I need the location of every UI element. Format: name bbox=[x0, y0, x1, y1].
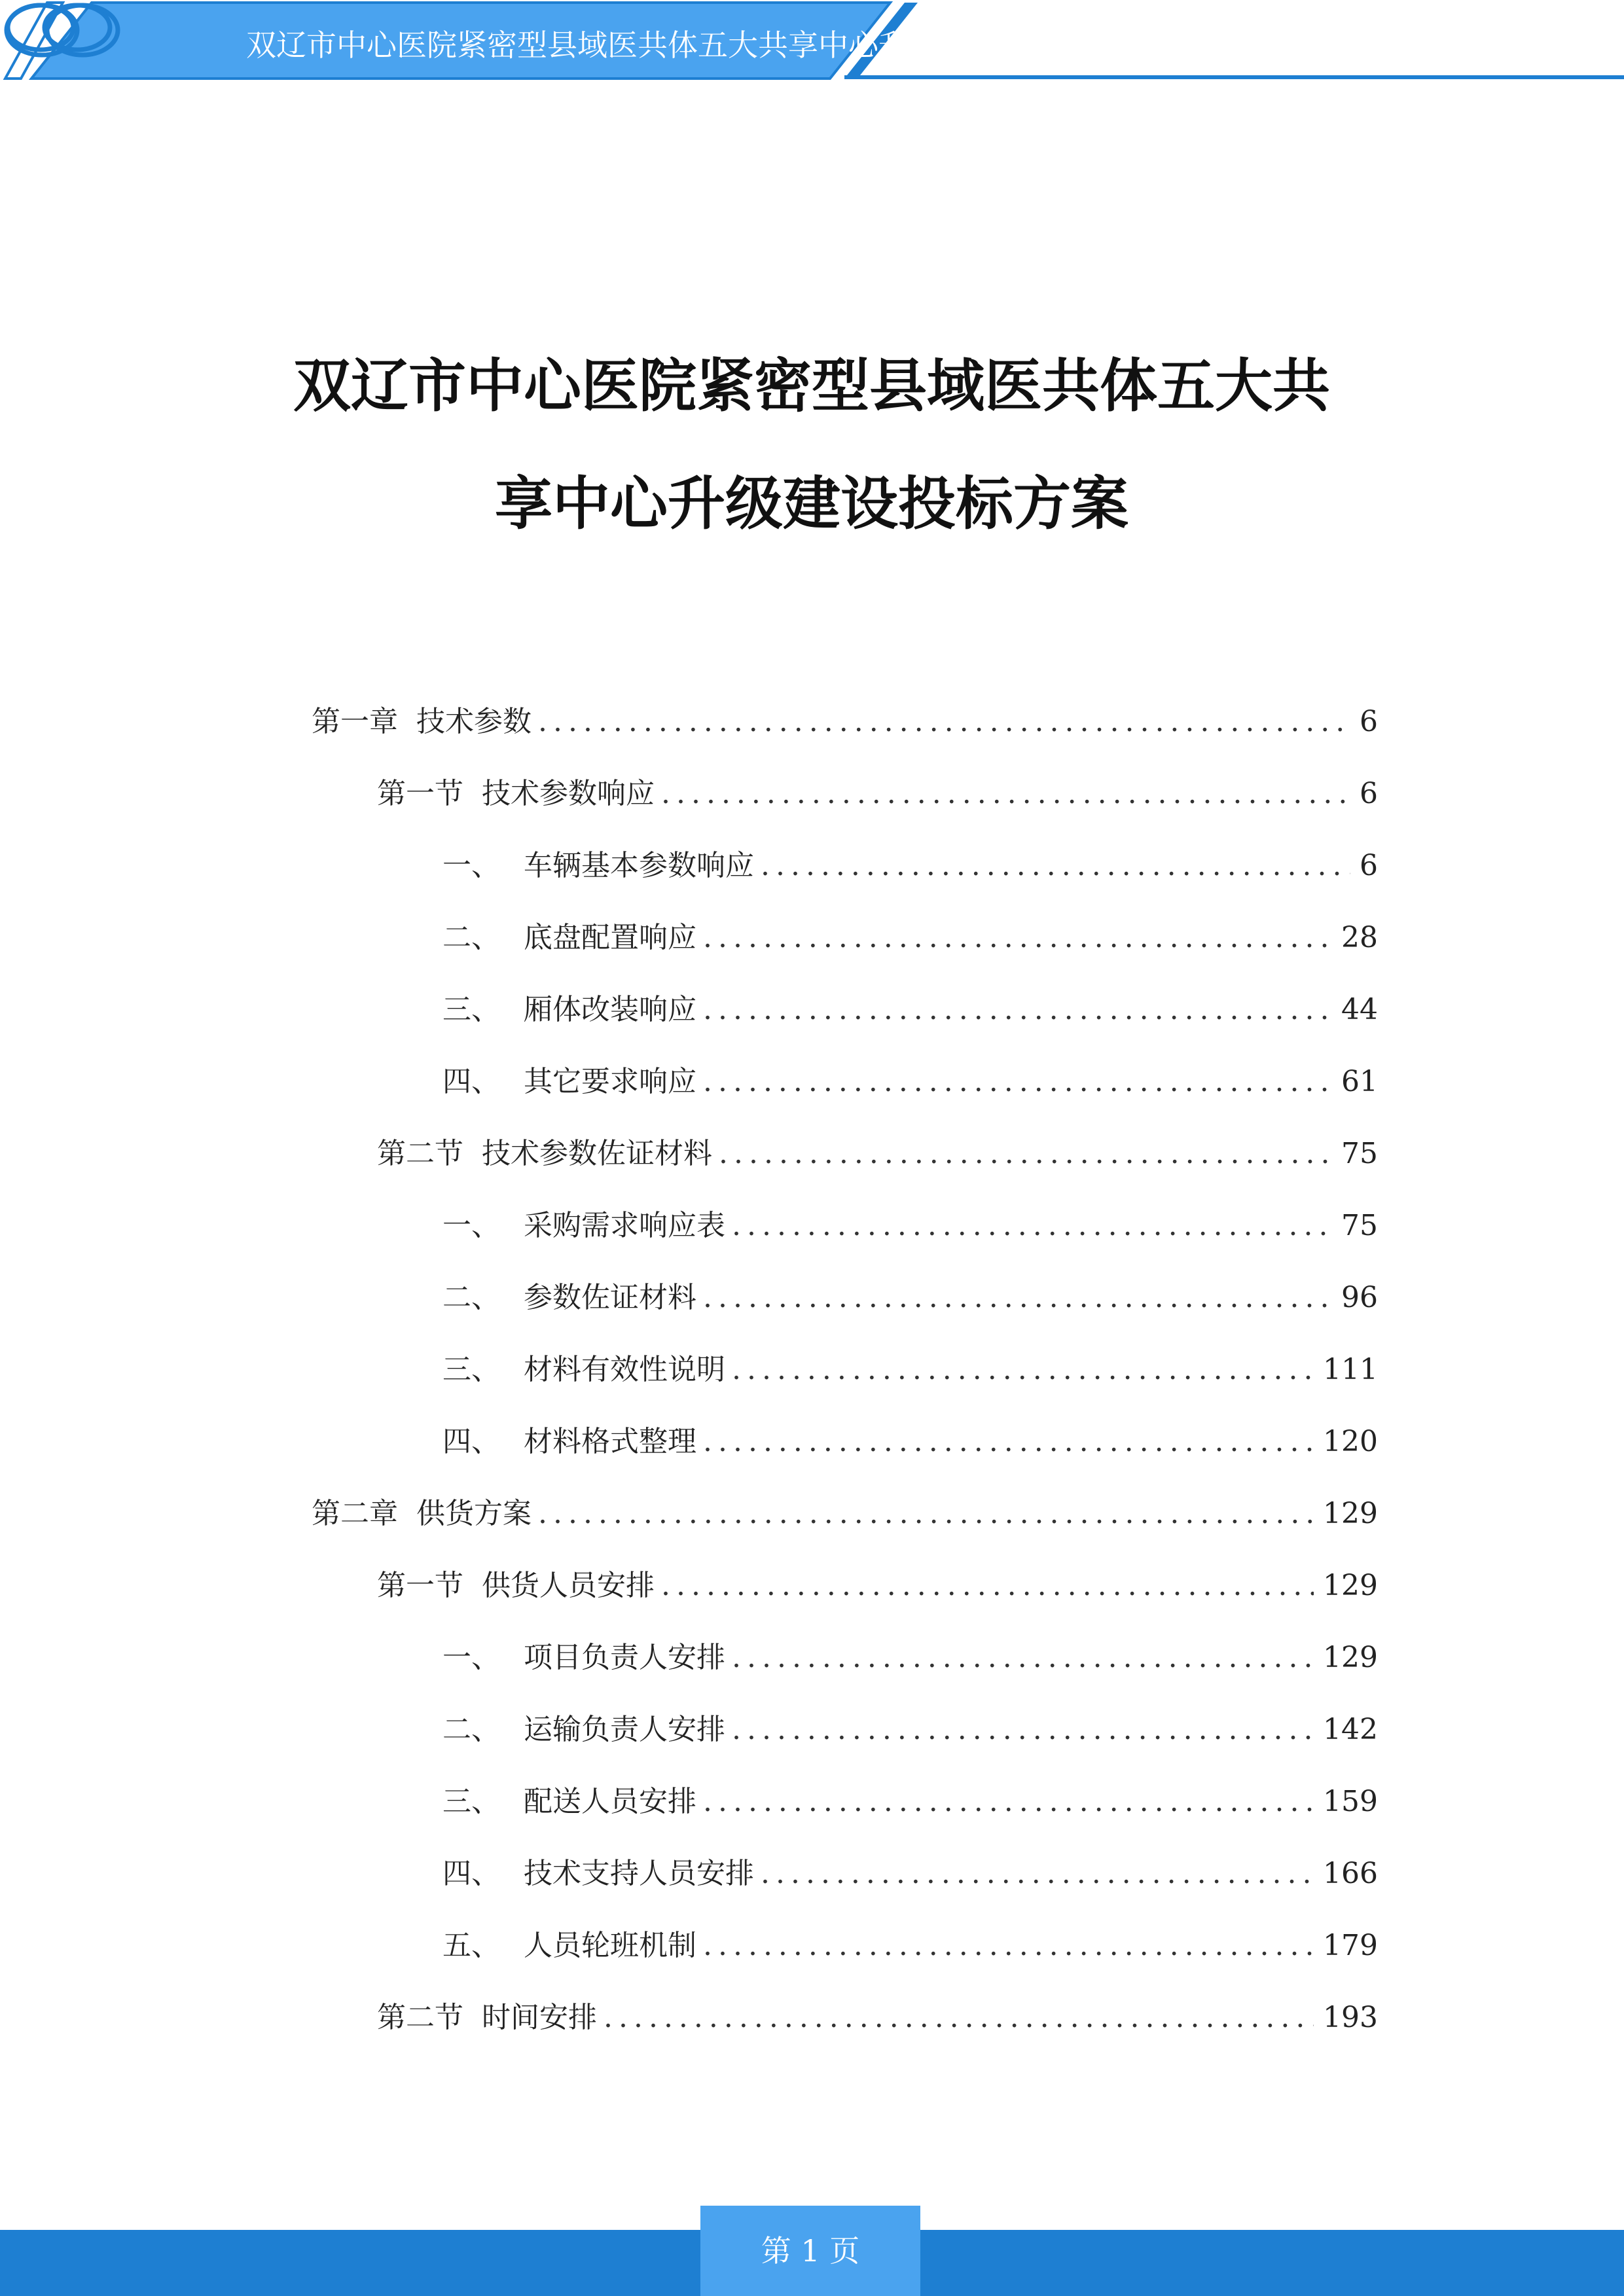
toc-entry[interactable] bbox=[377, 771, 1378, 817]
toc-entry-number: 二、 bbox=[442, 921, 500, 954]
toc-entry-number: 第二节 bbox=[377, 2001, 463, 2034]
toc-dot-leader bbox=[761, 1851, 1314, 1897]
toc-dot-leader bbox=[719, 1131, 1332, 1177]
toc-entry-number: 三、 bbox=[442, 993, 500, 1026]
toc-entry[interactable] bbox=[442, 1779, 1378, 1825]
toc-entry-page: 129 bbox=[1323, 1569, 1378, 1602]
toc-entry-number: 一、 bbox=[442, 1641, 500, 1674]
toc-entry-title: 技术参数响应 bbox=[482, 777, 655, 810]
toc-entry-number: 第一章 bbox=[312, 705, 398, 738]
toc-entry-number: 四、 bbox=[442, 1857, 500, 1890]
toc-entry-title: 配送人员安排 bbox=[524, 1785, 696, 1818]
toc-dot-leader bbox=[604, 1995, 1314, 2041]
toc-entry-page: 179 bbox=[1323, 1929, 1378, 1962]
toc-dot-leader bbox=[538, 699, 1350, 745]
toc-entry-page: 129 bbox=[1323, 1641, 1378, 1674]
toc-entry-title: 技术参数 bbox=[416, 705, 532, 738]
toc-entry-title: 项目负责人安排 bbox=[524, 1641, 725, 1674]
double-ring-logo-icon bbox=[0, 0, 124, 60]
toc-dot-leader bbox=[732, 1635, 1314, 1681]
toc-entry-title: 人员轮班机制 bbox=[524, 1929, 696, 1962]
toc-entry-page: 111 bbox=[1323, 1353, 1378, 1386]
toc-entry[interactable] bbox=[442, 915, 1378, 961]
toc-dot-leader bbox=[703, 1059, 1332, 1105]
toc-entry[interactable] bbox=[442, 1923, 1378, 1969]
document-title bbox=[196, 327, 1427, 563]
toc-entry-title: 参数佐证材料 bbox=[524, 1281, 696, 1314]
toc-entry-page: 44 bbox=[1341, 993, 1378, 1026]
toc-entry[interactable] bbox=[442, 1419, 1378, 1465]
toc-entry-number: 三、 bbox=[442, 1353, 500, 1386]
header-title: 双辽市中心医院紧密型县域医共体五大共享中心升级建设投标方案 bbox=[246, 27, 1119, 63]
toc-entry-page: 166 bbox=[1323, 1857, 1378, 1890]
toc-dot-leader bbox=[761, 843, 1350, 889]
toc-entry[interactable] bbox=[377, 1131, 1378, 1177]
toc-entry-title: 采购需求响应表 bbox=[524, 1209, 725, 1242]
toc-entry-title: 时间安排 bbox=[482, 2001, 597, 2034]
toc-entry-page: 75 bbox=[1341, 1209, 1378, 1242]
toc-dot-leader bbox=[703, 1275, 1332, 1321]
toc-entry-number: 二、 bbox=[442, 1281, 500, 1314]
toc-entry[interactable] bbox=[377, 1563, 1378, 1609]
toc-entry[interactable] bbox=[442, 843, 1378, 889]
toc-entry[interactable] bbox=[442, 987, 1378, 1033]
toc-dot-leader bbox=[703, 1923, 1314, 1969]
toc-entry-page: 6 bbox=[1360, 849, 1378, 882]
footer-page-number: 第 1 页 bbox=[700, 2206, 920, 2296]
toc-entry-number: 第二节 bbox=[377, 1137, 463, 1170]
toc-entry-title: 运输负责人安排 bbox=[524, 1713, 725, 1746]
toc-entry[interactable] bbox=[442, 1635, 1378, 1681]
toc-entry-page: 28 bbox=[1341, 921, 1378, 954]
toc-entry-title: 车辆基本参数响应 bbox=[524, 849, 754, 882]
header-band bbox=[0, 0, 1624, 85]
toc-entry-title: 供货人员安排 bbox=[482, 1569, 655, 1602]
toc-entry[interactable] bbox=[442, 1707, 1378, 1753]
toc-dot-leader bbox=[703, 1779, 1314, 1825]
toc-entry-number: 四、 bbox=[442, 1065, 500, 1098]
toc-entry-page: 193 bbox=[1323, 2001, 1378, 2034]
toc-entry-number: 一、 bbox=[442, 849, 500, 882]
toc-entry-number: 第二章 bbox=[312, 1497, 398, 1530]
toc-entry-title: 技术支持人员安排 bbox=[524, 1857, 754, 1890]
toc-entry-title: 底盘配置响应 bbox=[524, 921, 696, 954]
toc-entry-number: 一、 bbox=[442, 1209, 500, 1242]
toc-dot-leader bbox=[538, 1491, 1314, 1537]
toc-entry-title: 材料格式整理 bbox=[524, 1425, 696, 1458]
toc-entry-number: 第一节 bbox=[377, 777, 463, 810]
toc-dot-leader bbox=[703, 915, 1332, 961]
toc-entry-page: 120 bbox=[1323, 1425, 1378, 1458]
toc-entry-title: 厢体改装响应 bbox=[524, 993, 696, 1026]
toc-entry[interactable] bbox=[442, 1347, 1378, 1393]
toc-entry[interactable] bbox=[442, 1203, 1378, 1249]
toc-entry[interactable] bbox=[442, 1059, 1378, 1105]
toc-entry-title: 供货方案 bbox=[416, 1497, 532, 1530]
toc-entry-page: 6 bbox=[1360, 777, 1378, 810]
document-title-line-1: 双辽市中心医院紧密型县域医共体五大共 bbox=[293, 352, 1330, 420]
toc-entry-page: 61 bbox=[1341, 1065, 1378, 1098]
toc-entry-page: 75 bbox=[1341, 1137, 1378, 1170]
toc-entry-number: 二、 bbox=[442, 1713, 500, 1746]
toc-entry-page: 6 bbox=[1360, 705, 1378, 738]
toc-dot-leader bbox=[732, 1707, 1314, 1753]
toc-entry-number: 四、 bbox=[442, 1425, 500, 1458]
toc-dot-leader bbox=[703, 987, 1332, 1033]
toc-entry-page: 142 bbox=[1323, 1713, 1378, 1746]
toc-entry-number: 五、 bbox=[442, 1929, 500, 1962]
toc-entry-page: 96 bbox=[1341, 1281, 1378, 1314]
toc-dot-leader bbox=[661, 771, 1350, 817]
toc-entry-title: 其它要求响应 bbox=[524, 1065, 696, 1098]
document-title-line-2: 享中心升级建设投标方案 bbox=[494, 470, 1128, 537]
toc-entry-number: 三、 bbox=[442, 1785, 500, 1818]
toc-entry[interactable] bbox=[312, 1491, 1378, 1537]
toc-entry-title: 技术参数佐证材料 bbox=[482, 1137, 712, 1170]
toc-entry[interactable] bbox=[442, 1851, 1378, 1897]
toc-entry[interactable] bbox=[312, 699, 1378, 745]
toc-entry-number: 第一节 bbox=[377, 1569, 463, 1602]
toc-entry-page: 159 bbox=[1323, 1785, 1378, 1818]
toc-dot-leader bbox=[732, 1347, 1314, 1393]
toc-entry-title: 材料有效性说明 bbox=[524, 1353, 725, 1386]
toc-dot-leader bbox=[661, 1563, 1314, 1609]
toc-dot-leader bbox=[703, 1419, 1314, 1465]
toc-entry-page: 129 bbox=[1323, 1497, 1378, 1530]
toc-entry[interactable] bbox=[442, 1275, 1378, 1321]
toc-entry[interactable] bbox=[377, 1995, 1378, 2041]
toc-dot-leader bbox=[732, 1203, 1332, 1249]
